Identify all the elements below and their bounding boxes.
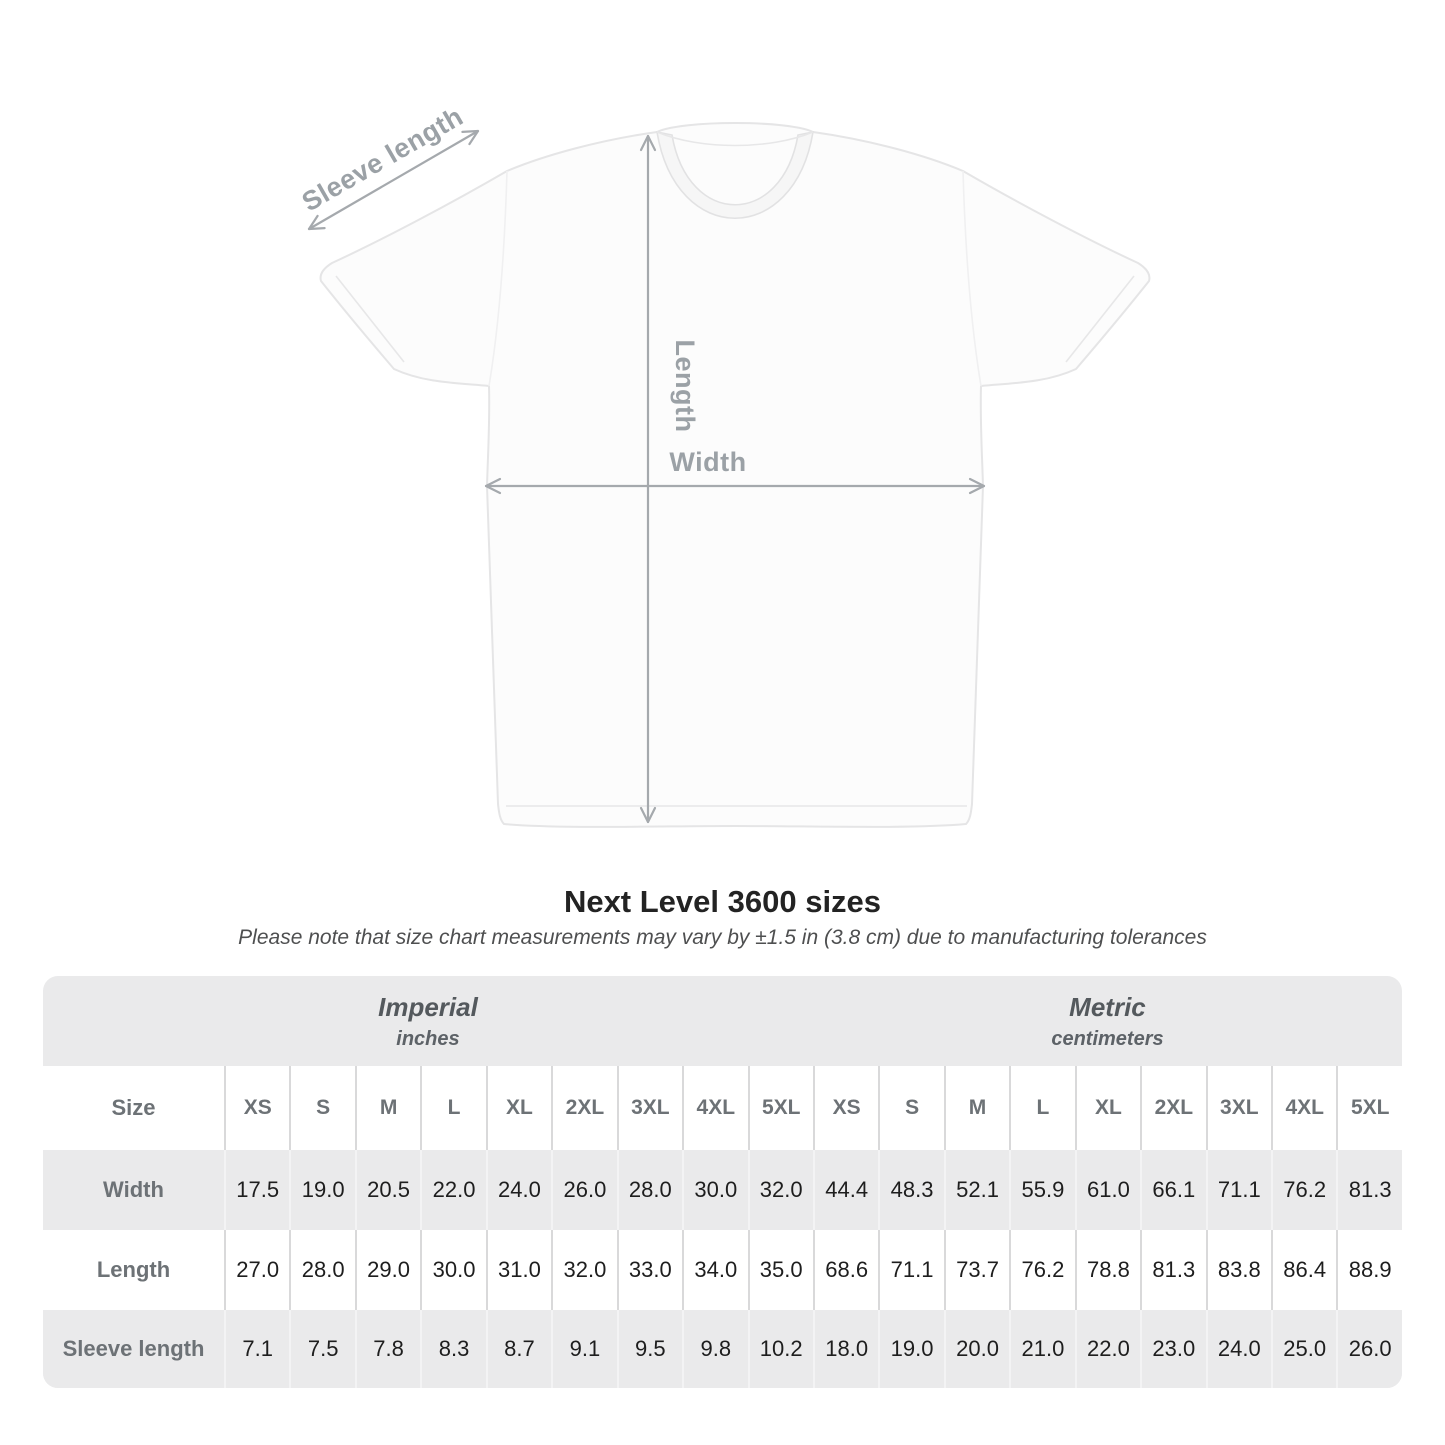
value-cell: 76.2 [1009,1230,1074,1310]
metric-label: Metric [1069,991,1146,1022]
size-header-imperial-xs: XS [224,1066,289,1150]
size-header-imperial-3xl: 3XL [617,1066,682,1150]
value-cell: 28.0 [289,1230,354,1310]
metric-unit: centimeters [1051,1027,1164,1050]
value-cell: 44.4 [813,1150,878,1230]
value-cell: 30.0 [420,1230,485,1310]
row-label: Width [103,1177,164,1202]
value-cell: 34.0 [682,1230,747,1310]
value-cell: 18.0 [813,1310,878,1388]
value-cell: 26.0 [551,1150,616,1230]
value-cell: 86.4 [1271,1230,1336,1310]
size-header-imperial-s: S [289,1066,354,1150]
size-header-metric-s: S [878,1066,943,1150]
value-cell: 20.0 [944,1310,1009,1388]
value-cell: 7.8 [355,1310,420,1388]
size-header-imperial-4xl: 4XL [682,1066,747,1150]
size-header-metric-xl: XL [1075,1066,1140,1150]
value-cell: 19.0 [878,1310,943,1388]
value-cell: 25.0 [1271,1310,1336,1388]
size-header-metric-4xl: 4XL [1271,1066,1336,1150]
page-title: Next Level 3600 sizes [563,884,882,919]
value-cell: 81.3 [1336,1150,1402,1230]
measurement-rows [43,1150,1402,1388]
value-cell: 8.7 [486,1310,551,1388]
value-cell: 68.6 [813,1230,878,1310]
size-header-imperial-l: L [420,1066,485,1150]
value-cell: 27.0 [224,1230,289,1310]
value-cell: 31.0 [486,1230,551,1310]
value-cell: 32.0 [748,1150,813,1230]
width-label: Width [669,447,747,477]
value-cell: 32.0 [551,1230,616,1310]
row-width [43,1150,1402,1230]
row-label: Length [96,1257,171,1282]
row-label: Sleeve length [62,1336,205,1361]
size-header-metric-m: M [944,1066,1009,1150]
value-cell: 52.1 [944,1150,1009,1230]
metric-group-header [813,976,1402,1066]
value-cell: 29.0 [355,1230,420,1310]
value-cell: 33.0 [617,1230,682,1310]
value-cell: 88.9 [1336,1230,1402,1310]
value-cell: 7.5 [289,1310,354,1388]
size-header-metric-xs: XS [813,1066,878,1150]
tolerance-note: Please note that size chart measurements may vary by ±1.5 in (3.8 cm) due to manufacturing tolerances [238,926,1207,949]
size-header-metric-3xl: 3XL [1206,1066,1271,1150]
size-table-grid [43,976,1402,1388]
imperial-unit: inches [396,1027,460,1050]
value-cell: 9.5 [617,1310,682,1388]
value-cell: 81.3 [1140,1230,1205,1310]
length-label: Length [670,339,700,433]
sleeve-length-label: Sleeve length [296,101,469,218]
unit-group-row [43,976,1402,1066]
value-cell: 26.0 [1336,1310,1402,1388]
value-cell: 71.1 [878,1230,943,1310]
value-cell: 7.1 [224,1310,289,1388]
value-cell: 19.0 [289,1150,354,1230]
size-header-metric-5xl: 5XL [1336,1066,1402,1150]
row-length [43,1230,1402,1310]
value-cell: 35.0 [748,1230,813,1310]
size-table [43,976,1402,1388]
size-header-imperial-m: M [355,1066,420,1150]
value-cell: 9.8 [682,1310,747,1388]
value-cell: 48.3 [878,1150,943,1230]
value-cell: 28.0 [617,1150,682,1230]
value-cell: 71.1 [1206,1150,1271,1230]
size-header-imperial-2xl: 2XL [551,1066,616,1150]
value-cell: 73.7 [944,1230,1009,1310]
size-header-metric-2xl: 2XL [1140,1066,1205,1150]
value-cell: 30.0 [682,1150,747,1230]
value-cell: 9.1 [551,1310,616,1388]
value-cell: 55.9 [1009,1150,1074,1230]
value-cell: 22.0 [1075,1310,1140,1388]
size-header-metric-l: L [1009,1066,1074,1150]
size-header-row [43,1066,1402,1150]
size-header-imperial-5xl: 5XL [748,1066,813,1150]
value-cell: 17.5 [224,1150,289,1230]
value-cell: 22.0 [420,1150,485,1230]
value-cell: 8.3 [420,1310,485,1388]
value-cell: 61.0 [1075,1150,1140,1230]
row-sleeve-length [43,1310,1402,1388]
value-cell: 66.1 [1140,1150,1205,1230]
value-cell: 24.0 [486,1150,551,1230]
imperial-label: Imperial [378,991,478,1022]
size-column-header: Size [43,1066,224,1150]
value-cell: 24.0 [1206,1310,1271,1388]
value-cell: 10.2 [748,1310,813,1388]
value-cell: 20.5 [355,1150,420,1230]
size-header-imperial-xl: XL [486,1066,551,1150]
value-cell: 78.8 [1075,1230,1140,1310]
value-cell: 83.8 [1206,1230,1271,1310]
imperial-group-header [43,976,813,1066]
value-cell: 76.2 [1271,1150,1336,1230]
value-cell: 21.0 [1009,1310,1074,1388]
value-cell: 23.0 [1140,1310,1205,1388]
